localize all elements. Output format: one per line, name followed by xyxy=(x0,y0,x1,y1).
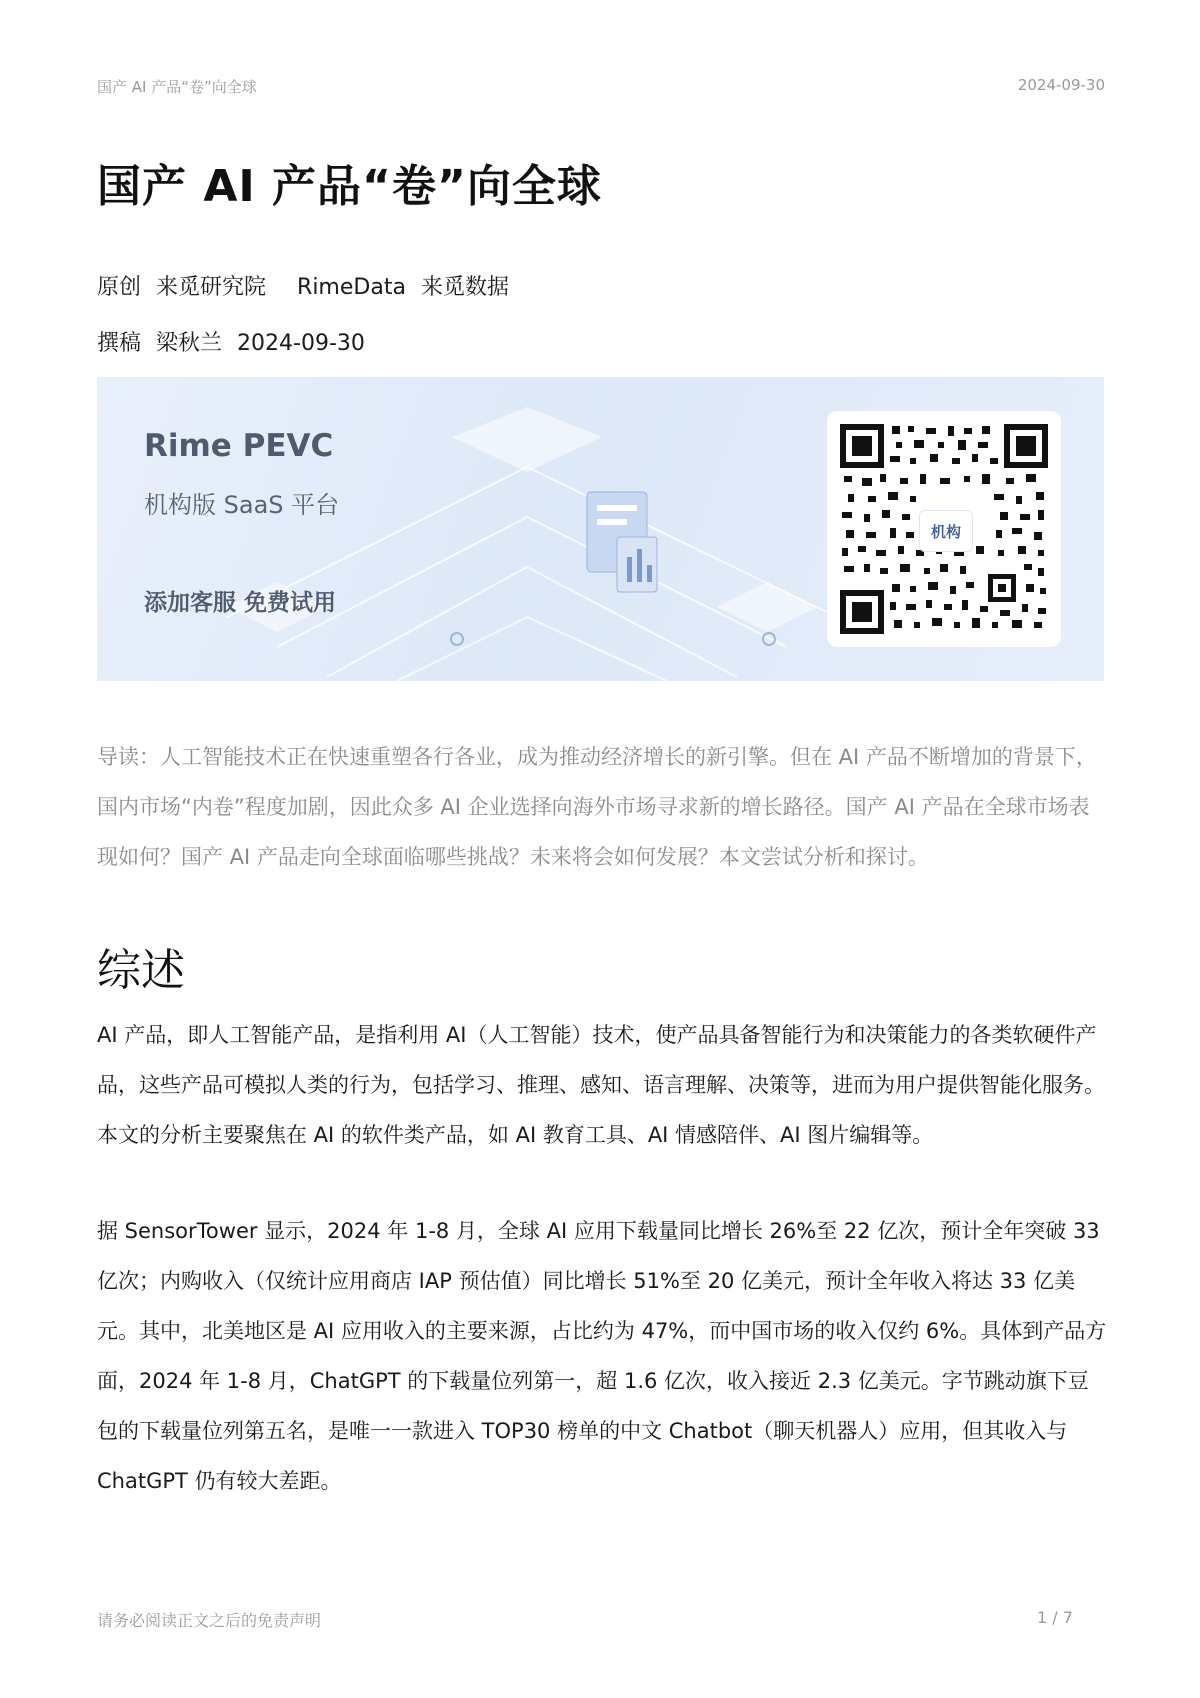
qr-center-label: 机构 xyxy=(919,510,973,552)
banner-subtitle: 机构版 SaaS 平台 xyxy=(144,491,340,519)
writer-name: 梁秋兰 xyxy=(156,331,223,356)
byline-brand-cn[interactable]: 来觅数据 xyxy=(420,275,509,300)
byline-author-org[interactable]: 来觅研究院 xyxy=(156,275,267,300)
byline-brand[interactable]: RimeData xyxy=(297,275,406,300)
byline-type: 原创 xyxy=(97,275,142,300)
body-paragraph: 据 SensorTower 显示，2024 年 1-8 月，全球 AI 应用下载量同比增长 26%至 22 亿次，预计全年突破 33 亿次；内购收入（仅统计应用商店 IAP 预估值）同比增长 51%至 20 亿美元，预计全年收入将达 33 亿美元。其中，北美地区是 AI 应用收入的主要来源，占比约为 47%，而中国市场的收入仅约 6%。具体到产品方面，2024 年 1-8 月，ChatGPT 的下载量位列第一，超 1.6 亿次，收入接近 2.3 亿美元。字节跳动旗下豆包的下载量位列第五名，是唯一一款进入 TOP30 榜单的中文 Chatbot（聊天机器人）应用，但其收入与 ChatGPT 仍有较大差距。 xyxy=(97,1219,1107,1493)
banner-chart-illustration xyxy=(587,492,657,592)
byline xyxy=(97,270,517,301)
running-header-title: 国产 AI 产品“卷”向全球 xyxy=(97,78,257,96)
writer-line xyxy=(97,326,373,357)
promo-banner[interactable] xyxy=(97,377,1104,681)
intro-paragraph: 导读：人工智能技术正在快速重塑各行各业，成为推动经济增长的新引擎。但在 AI 产品不断增加的背景下，国内市场“内卷”程度加剧，因此众多 AI 企业选择向海外市场寻求新的增长路径。国产 AI 产品在全球市场表现如何？国产 AI 产品走向全球面临哪些挑战？未来将会如何发展？本文尝试分析和探讨。 xyxy=(97,745,1097,869)
banner-cta[interactable]: 添加客服 免费试用 xyxy=(144,590,337,616)
running-header-date: 2024-09-30 xyxy=(1017,76,1105,94)
article-title: 国产 AI 产品“卷”向全球 xyxy=(97,161,602,212)
footer-disclaimer: 请务必阅读正文之后的免责声明 xyxy=(97,1611,322,1630)
writer-role: 撰稿 xyxy=(97,331,142,356)
qr-code[interactable] xyxy=(827,411,1061,647)
banner-title: Rime PEVC xyxy=(144,428,334,464)
publish-date: 2024-09-30 xyxy=(237,331,365,356)
body-paragraph: AI 产品，即人工智能产品，是指利用 AI（人工智能）技术，使产品具备智能行为和决策能力的各类软硬件产品，这些产品可模拟人类的行为，包括学习、推理、感知、语言理解、决策等，进而为用户提供智能化服务。本文的分析主要聚焦在 AI 的软件类产品，如 AI 教育工具、AI 情感陪伴、AI 图片编辑等。 xyxy=(97,1023,1105,1147)
section-heading: 综述 xyxy=(97,945,185,996)
page-number: 1 / 7 xyxy=(1037,1608,1073,1627)
